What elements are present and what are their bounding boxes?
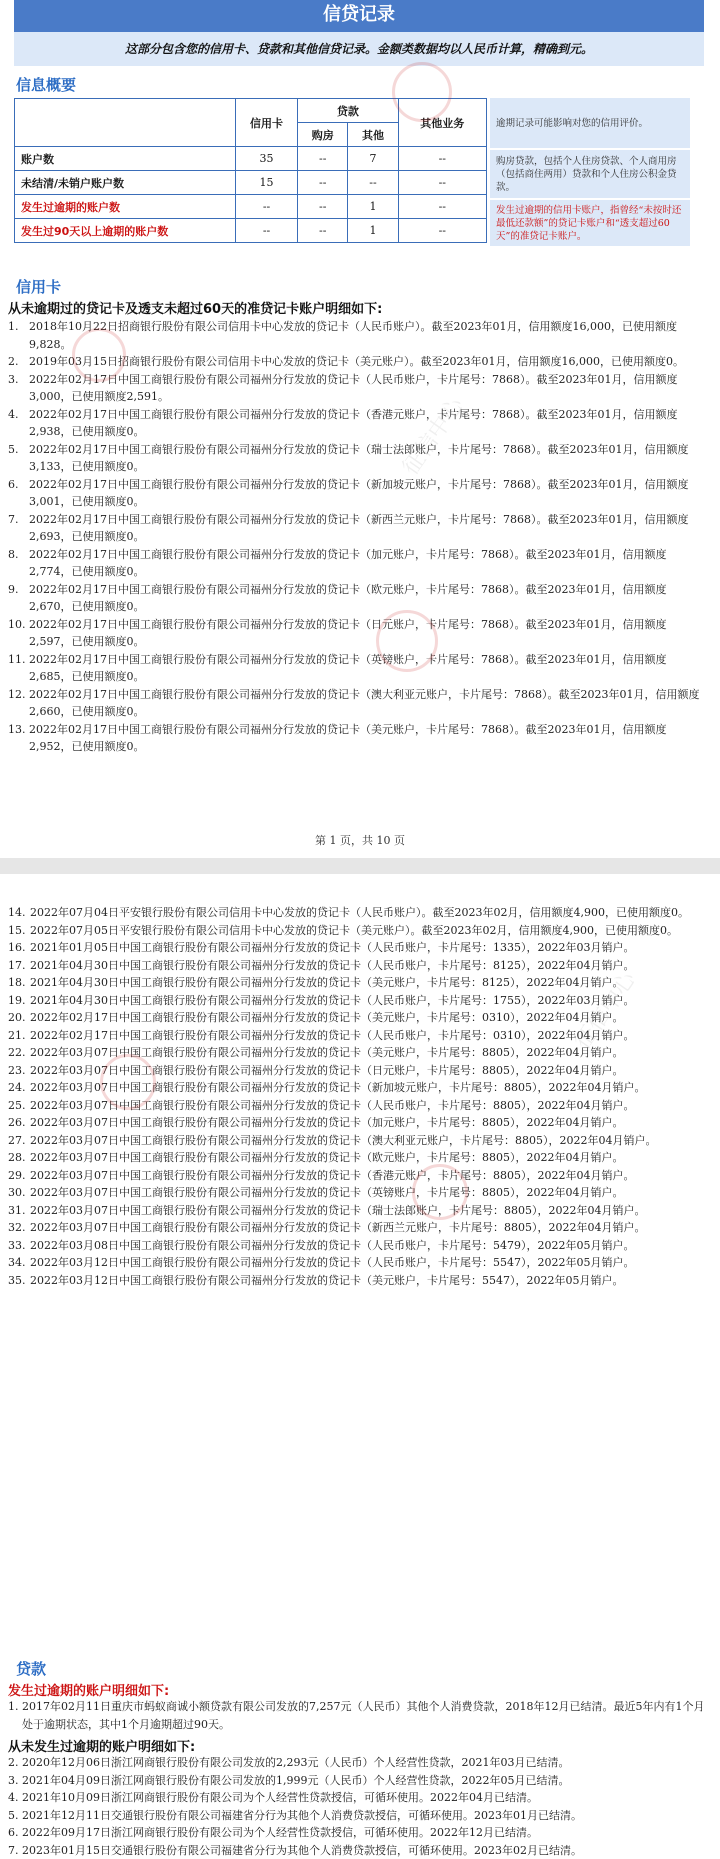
cell-value: -- bbox=[398, 171, 486, 195]
item-text: 2022年02月17日中国工商银行股份有限公司福州分行发放的贷记卡（美元账户，卡片尾号：0310），2022年04月销户。 bbox=[30, 1009, 708, 1027]
item-number: 28. bbox=[8, 1149, 30, 1167]
item-text: 2022年02月17日中国工商银行股份有限公司福州分行发放的贷记卡（新西兰元账户，卡片尾号：7868）。截至2023年01月，信用额度2,693，已使用额度0。 bbox=[29, 511, 708, 546]
table-row bbox=[15, 147, 487, 171]
list-item bbox=[8, 1237, 708, 1255]
item-number: 30. bbox=[8, 1184, 30, 1202]
item-number: 5. bbox=[8, 1807, 22, 1825]
list-item bbox=[8, 1254, 708, 1272]
item-number: 18. bbox=[8, 974, 30, 992]
list-item bbox=[8, 353, 708, 371]
list-item bbox=[8, 1754, 708, 1772]
list-item bbox=[8, 406, 708, 441]
list-item bbox=[8, 1219, 708, 1237]
list-item bbox=[8, 1789, 708, 1807]
list-item bbox=[8, 441, 708, 476]
item-text: 2022年03月07日中国工商银行股份有限公司福州分行发放的贷记卡（加元账户，卡片尾号：8805），2022年04月销户。 bbox=[30, 1114, 708, 1132]
item-number: 13. bbox=[8, 721, 29, 756]
item-text: 2021年10月09日浙江网商银行股份有限公司为个人经营性贷款授信，可循环使用。2022年04月已结清。 bbox=[22, 1789, 708, 1807]
item-number: 26. bbox=[8, 1114, 30, 1132]
item-number: 32. bbox=[8, 1219, 30, 1237]
list-item bbox=[8, 1167, 708, 1185]
item-text: 2022年03月07日中国工商银行股份有限公司福州分行发放的贷记卡（香港元账户，卡片尾号：8805），2022年04月销户。 bbox=[30, 1167, 708, 1185]
list-item bbox=[8, 1079, 708, 1097]
item-number: 34. bbox=[8, 1254, 30, 1272]
item-text: 2021年04月30日中国工商银行股份有限公司福州分行发放的贷记卡（人民币账户，卡片尾号：8125），2022年04月销户。 bbox=[30, 957, 708, 975]
item-number: 33. bbox=[8, 1237, 30, 1255]
item-text: 2021年04月30日中国工商银行股份有限公司福州分行发放的贷记卡（人民币账户，卡片尾号：1755），2022年03月销户。 bbox=[30, 992, 708, 1010]
report-page-1 bbox=[0, 0, 720, 858]
item-number: 11. bbox=[8, 651, 29, 686]
cell-value: -- bbox=[298, 219, 348, 243]
item-number: 22. bbox=[8, 1044, 30, 1062]
list-item bbox=[8, 1807, 708, 1825]
list-item bbox=[8, 371, 708, 406]
item-text: 2022年02月17日中国工商银行股份有限公司福州分行发放的贷记卡（人民币账户，卡片尾号：0310），2022年04月销户。 bbox=[30, 1027, 708, 1045]
item-text: 2022年02月17日中国工商银行股份有限公司福州分行发放的贷记卡（瑞士法郎账户，卡片尾号：7868）。截至2023年01月，信用额度3,133，已使用额度0。 bbox=[29, 441, 708, 476]
item-number: 17. bbox=[8, 957, 30, 975]
list-item bbox=[8, 721, 708, 756]
item-number: 5. bbox=[8, 441, 29, 476]
overview-table bbox=[14, 98, 487, 243]
item-text: 2022年02月17日中国工商银行股份有限公司福州分行发放的贷记卡（英镑账户，卡片尾号：7868）。截至2023年01月，信用额度2,685，已使用额度0。 bbox=[29, 651, 708, 686]
cell-value: 1 bbox=[348, 219, 398, 243]
list-item bbox=[8, 546, 708, 581]
item-number: 15. bbox=[8, 922, 30, 940]
list-item bbox=[8, 1114, 708, 1132]
table-row bbox=[15, 219, 487, 243]
list-item bbox=[8, 1062, 708, 1080]
cell-value: -- bbox=[235, 219, 297, 243]
list-item bbox=[8, 1009, 708, 1027]
note-house-loan: 购房贷款，包括个人住房贷款、个人商用房（包括商住两用）贷款和个人住房公积金贷款。 bbox=[490, 150, 690, 198]
item-number: 1. bbox=[8, 1698, 22, 1733]
col-other-business: 其他业务 bbox=[398, 99, 486, 147]
item-number: 1. bbox=[8, 318, 29, 353]
cell-value: -- bbox=[298, 147, 348, 171]
item-number: 14. bbox=[8, 904, 30, 922]
overview-heading: 信息概要 bbox=[16, 74, 76, 95]
item-text: 2022年02月17日中国工商银行股份有限公司福州分行发放的贷记卡（日元账户，卡片尾号：7868）。截至2023年01月，信用额度2,597，已使用额度0。 bbox=[29, 616, 708, 651]
item-text: 2019年03月15日招商银行股份有限公司信用卡中心发放的贷记卡（美元账户）。截至2023年01月，信用额度16,000，已使用额度0。 bbox=[29, 353, 708, 371]
list-item bbox=[8, 511, 708, 546]
item-text: 2022年03月07日中国工商银行股份有限公司福州分行发放的贷记卡（新西兰元账户，卡片尾号：8805），2022年04月销户。 bbox=[30, 1219, 708, 1237]
item-text: 2018年10月22日招商银行股份有限公司信用卡中心发放的贷记卡（人民币账户）。截至2023年01月，信用额度16,000，已使用额度9,828。 bbox=[29, 318, 708, 353]
cell-value: -- bbox=[235, 195, 297, 219]
loan-heading: 贷款 bbox=[16, 1658, 46, 1679]
loan-overdue-heading: 发生过逾期的账户明细如下: bbox=[8, 1680, 169, 1699]
item-text: 2022年03月12日中国工商银行股份有限公司福州分行发放的贷记卡（人民币账户，卡片尾号：5547），2022年05月销户。 bbox=[30, 1254, 708, 1272]
watermark: 征信中心 bbox=[394, 391, 470, 481]
item-number: 10. bbox=[8, 616, 29, 651]
list-item bbox=[8, 1044, 708, 1062]
item-text: 2022年03月07日中国工商银行股份有限公司福州分行发放的贷记卡（美元账户，卡片尾号：8805），2022年04月销户。 bbox=[30, 1044, 708, 1062]
cell-value: 7 bbox=[348, 147, 398, 171]
item-text: 2022年07月04日平安银行股份有限公司信用卡中心发放的贷记卡（人民币账户）。截至2023年02月，信用额度4,900，已使用额度0。 bbox=[30, 904, 708, 922]
cell-value: 15 bbox=[235, 171, 297, 195]
cell-value: -- bbox=[298, 171, 348, 195]
row-label: 未结清/未销户账户数 bbox=[15, 171, 236, 195]
item-text: 2022年02月17日中国工商银行股份有限公司福州分行发放的贷记卡（加元账户，卡片尾号：7868）。截至2023年01月，信用额度2,774，已使用额度0。 bbox=[29, 546, 708, 581]
item-number: 7. bbox=[8, 511, 29, 546]
list-item bbox=[8, 1272, 708, 1290]
list-item bbox=[8, 581, 708, 616]
corner-cell bbox=[15, 99, 236, 147]
cell-value: -- bbox=[398, 219, 486, 243]
list-item bbox=[8, 651, 708, 686]
item-text: 2021年04月09日浙江网商银行股份有限公司发放的1,999元（人民币）个人经营性贷款，2022年05月已结清。 bbox=[22, 1772, 708, 1790]
item-text: 2022年03月07日中国工商银行股份有限公司福州分行发放的贷记卡（英镑账户，卡片尾号：8805），2022年04月销户。 bbox=[30, 1184, 708, 1202]
list-item bbox=[8, 1097, 708, 1115]
item-text: 2021年12月11日交通银行股份有限公司福建省分行为其他个人消费贷款授信，可循环使用。2023年01月已结清。 bbox=[22, 1807, 708, 1825]
item-number: 3. bbox=[8, 371, 29, 406]
item-text: 2022年09月17日浙江网商银行股份有限公司为个人经营性贷款授信，可循环使用。2022年12月已结清。 bbox=[22, 1824, 708, 1842]
item-number: 25. bbox=[8, 1097, 30, 1115]
item-number: 16. bbox=[8, 939, 30, 957]
item-text: 2022年03月07日中国工商银行股份有限公司福州分行发放的贷记卡（瑞士法郎账户，卡片尾号：8805），2022年04月销户。 bbox=[30, 1202, 708, 1220]
table-row bbox=[15, 171, 487, 195]
item-text: 2022年03月08日中国工商银行股份有限公司福州分行发放的贷记卡（人民币账户，卡片尾号：5479），2022年05月销户。 bbox=[30, 1237, 708, 1255]
item-text: 2022年02月17日中国工商银行股份有限公司福州分行发放的贷记卡（新加坡元账户，卡片尾号：7868）。截至2023年01月，信用额度3,001，已使用额度0。 bbox=[29, 476, 708, 511]
list-item bbox=[8, 922, 708, 940]
watermark: 征信中心 bbox=[566, 965, 642, 1055]
row-label: 发生过逾期的账户数 bbox=[15, 195, 236, 219]
credit-card-list bbox=[8, 318, 708, 756]
item-text: 2022年03月12日中国工商银行股份有限公司福州分行发放的贷记卡（美元账户，卡片尾号：5547），2022年05月销户。 bbox=[30, 1272, 708, 1290]
list-item bbox=[8, 939, 708, 957]
col-house: 购房 bbox=[298, 123, 348, 147]
item-number: 31. bbox=[8, 1202, 30, 1220]
item-text: 2022年03月07日中国工商银行股份有限公司福州分行发放的贷记卡（新加坡元账户，卡片尾号：8805），2022年04月销户。 bbox=[30, 1079, 708, 1097]
cell-value: -- bbox=[398, 147, 486, 171]
item-text: 2021年04月30日中国工商银行股份有限公司福州分行发放的贷记卡（美元账户，卡片尾号：8125），2022年04月销户。 bbox=[30, 974, 708, 992]
cell-value: -- bbox=[398, 195, 486, 219]
item-text: 2022年02月17日中国工商银行股份有限公司福州分行发放的贷记卡（美元账户，卡片尾号：7868）。截至2023年01月，信用额度2,952，已使用额度0。 bbox=[29, 721, 708, 756]
item-number: 6. bbox=[8, 1824, 22, 1842]
item-text: 2022年02月17日中国工商银行股份有限公司福州分行发放的贷记卡（澳大利亚元账户，卡片尾号：7868）。截至2023年01月，信用额度2,660，已使用额度0。 bbox=[29, 686, 708, 721]
item-number: 24. bbox=[8, 1079, 30, 1097]
list-item bbox=[8, 616, 708, 651]
row-label: 发生过90天以上逾期的账户数 bbox=[15, 219, 236, 243]
item-number: 2. bbox=[8, 353, 29, 371]
page-footer: 第 1 页，共 10 页 bbox=[0, 832, 720, 848]
list-item bbox=[8, 1132, 708, 1150]
item-text: 2020年12月06日浙江网商银行股份有限公司发放的2,293元（人民币）个人经营性贷款，2021年03月已结清。 bbox=[22, 1754, 708, 1772]
list-item bbox=[8, 318, 708, 353]
credit-card-list-continued bbox=[8, 904, 708, 1289]
item-text: 2022年02月17日中国工商银行股份有限公司福州分行发放的贷记卡（人民币账户，卡片尾号：7868）。截至2023年01月，信用额度3,000，已使用额度2,591。 bbox=[29, 371, 708, 406]
item-number: 8. bbox=[8, 546, 29, 581]
item-number: 29. bbox=[8, 1167, 30, 1185]
item-number: 4. bbox=[8, 1789, 22, 1807]
list-item bbox=[8, 686, 708, 721]
list-item bbox=[8, 1027, 708, 1045]
note-overdue-card: 发生过逾期的信用卡账户，指曾经“未按时还最低还款额”的贷记卡账户和“透支超过60天”的准贷记卡账户。 bbox=[490, 200, 690, 246]
item-number: 23. bbox=[8, 1062, 30, 1080]
section-subtitle: 这部分包含您的信用卡、贷款和其他信贷记录。金额类数据均以人民币计算，精确到元。 bbox=[14, 32, 704, 66]
col-credit-card: 信用卡 bbox=[235, 99, 297, 147]
list-item bbox=[8, 476, 708, 511]
item-number: 20. bbox=[8, 1009, 30, 1027]
list-item bbox=[8, 957, 708, 975]
item-number: 19. bbox=[8, 992, 30, 1010]
cell-value: 1 bbox=[348, 195, 398, 219]
list-item bbox=[8, 1202, 708, 1220]
note-overdue-impact: 逾期记录可能影响对您的信用评价。 bbox=[490, 98, 690, 148]
row-label: 账户数 bbox=[15, 147, 236, 171]
item-number: 4. bbox=[8, 406, 29, 441]
table-row bbox=[15, 195, 487, 219]
list-item bbox=[8, 1842, 708, 1859]
loan-normal-list bbox=[8, 1754, 708, 1859]
item-number: 12. bbox=[8, 686, 29, 721]
item-text: 2022年03月07日中国工商银行股份有限公司福州分行发放的贷记卡（人民币账户，卡片尾号：8805），2022年04月销户。 bbox=[30, 1097, 708, 1115]
item-text: 2017年02月11日重庆市蚂蚁商诚小额贷款有限公司发放的7,257元（人民币）其他个人消费贷款，2018年12月已结清。最近5年内有1个月处于逾期状态，其中1个月逾期超过90天。 bbox=[22, 1698, 708, 1733]
item-text: 2021年01月05日中国工商银行股份有限公司福州分行发放的贷记卡（人民币账户，卡片尾号：1335），2022年03月销户。 bbox=[30, 939, 708, 957]
item-number: 2. bbox=[8, 1754, 22, 1772]
item-text: 2022年02月17日中国工商银行股份有限公司福州分行发放的贷记卡（香港元账户，卡片尾号：7868）。截至2023年01月，信用额度2,938，已使用额度0。 bbox=[29, 406, 708, 441]
item-number: 35. bbox=[8, 1272, 30, 1290]
item-text: 2022年02月17日中国工商银行股份有限公司福州分行发放的贷记卡（欧元账户，卡片尾号：7868）。截至2023年01月，信用额度2,670，已使用额度0。 bbox=[29, 581, 708, 616]
item-text: 2023年01月15日交通银行股份有限公司福建省分行为其他个人消费贷款授信，可循环使用。2023年02月已结清。 bbox=[22, 1842, 708, 1859]
col-loan: 贷款 bbox=[298, 99, 398, 123]
item-text: 2022年07月05日平安银行股份有限公司信用卡中心发放的贷记卡（美元账户）。截至2023年02月，信用额度4,900，已使用额度0。 bbox=[30, 922, 708, 940]
item-number: 9. bbox=[8, 581, 29, 616]
overview-notes bbox=[490, 98, 690, 248]
loan-overdue-list bbox=[8, 1698, 708, 1733]
cell-value: -- bbox=[298, 195, 348, 219]
loan-normal-heading: 从未发生过逾期的账户明细如下: bbox=[8, 1736, 195, 1755]
list-item bbox=[8, 1184, 708, 1202]
list-item bbox=[8, 1824, 708, 1842]
page-break bbox=[0, 858, 720, 874]
col-other: 其他 bbox=[348, 123, 398, 147]
cell-value: -- bbox=[348, 171, 398, 195]
list-item bbox=[8, 1149, 708, 1167]
list-item bbox=[8, 1698, 708, 1733]
report-page-2 bbox=[0, 874, 720, 1600]
list-item bbox=[8, 992, 708, 1010]
list-item bbox=[8, 1772, 708, 1790]
item-text: 2022年03月07日中国工商银行股份有限公司福州分行发放的贷记卡（日元账户，卡片尾号：8805），2022年04月销户。 bbox=[30, 1062, 708, 1080]
item-number: 6. bbox=[8, 476, 29, 511]
section-title: 信贷记录 bbox=[14, 0, 704, 32]
credit-card-heading: 信用卡 bbox=[16, 276, 61, 297]
item-number: 27. bbox=[8, 1132, 30, 1150]
item-number: 21. bbox=[8, 1027, 30, 1045]
list-item bbox=[8, 974, 708, 992]
item-text: 2022年03月07日中国工商银行股份有限公司福州分行发放的贷记卡（澳大利亚元账户，卡片尾号：8805），2022年04月销户。 bbox=[30, 1132, 708, 1150]
cell-value: 35 bbox=[235, 147, 297, 171]
item-number: 7. bbox=[8, 1842, 22, 1859]
item-text: 2022年03月07日中国工商银行股份有限公司福州分行发放的贷记卡（欧元账户，卡片尾号：8805），2022年04月销户。 bbox=[30, 1149, 708, 1167]
credit-card-subheading: 从未逾期过的贷记卡及透支未超过60天的准贷记卡账户明细如下: bbox=[8, 298, 382, 317]
item-number: 3. bbox=[8, 1772, 22, 1790]
list-item bbox=[8, 904, 708, 922]
